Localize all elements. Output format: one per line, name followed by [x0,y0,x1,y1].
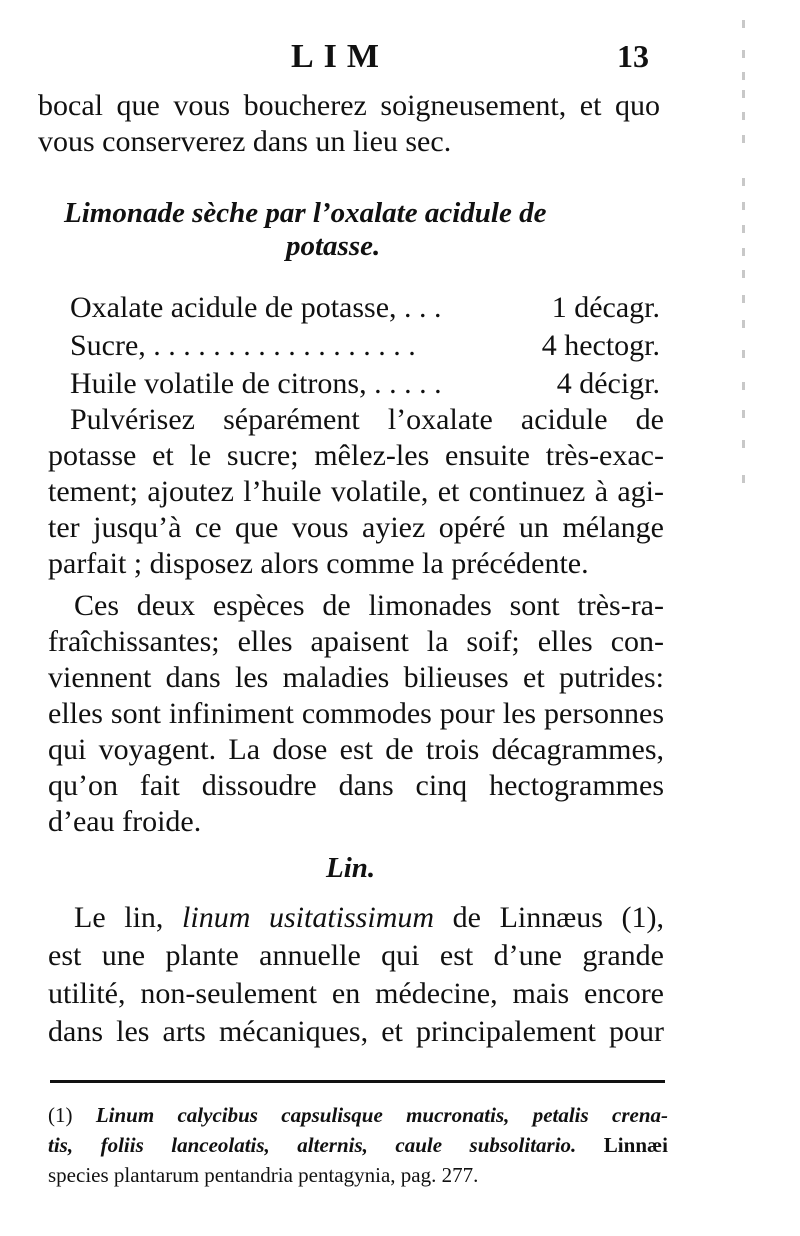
footnote-line [48,1102,668,1129]
page-header [0,38,800,82]
body-line: Ces deux espèces de limonades sont très-ra- [74,589,664,622]
text-run: de Linnæus (1), [434,901,665,934]
footnote-line: species plantarum pentandria pentagynia, pag. 277. [48,1163,479,1187]
section-heading: Limonade sèche par l’oxalate acidule de [64,197,547,229]
running-title: LIM [291,38,389,75]
recipe-ingredient: Huile volatile de citrons, . . . . . [70,367,442,400]
body-line: d’eau froide. [48,805,202,838]
body-line: bocal que vous boucherez soigneusement, et quo [38,89,660,122]
recipe-ingredient: Oxalate acidule de potasse, . . . [70,291,442,324]
body-line: Pulvérisez séparément l’oxalate acidule de [70,403,664,436]
page-number: 13 [617,38,649,74]
recipe-row [70,290,660,326]
body-line: ter jusqu’à ce que vous ayiez opéré un mélange [48,511,664,544]
body-line [74,900,664,936]
footnote-text: Linnæi [576,1133,668,1157]
body-line: potasse et le sucre; mêlez-les ensuite très-exac- [48,439,664,472]
body-line: vous conserverez dans un lieu sec. [38,125,452,158]
body-line: qu’on fait dissoudre dans cinq hectogrammes [48,769,664,802]
text-run: Le lin, [74,901,183,934]
footnote-text: tis, foliis lanceolatis, alternis, caule subsolitario. [48,1133,577,1157]
body-line: est une plante annuelle qui est d’une grande [48,939,664,972]
footnote-marker: (1) [48,1103,96,1127]
recipe-quantity: 4 décigr. [556,367,660,400]
body-line: elles sont infiniment commodes pour les personnes [48,697,664,730]
footnote-text: Linum calycibus capsulisque mucronatis, petalis crena- [95,1103,668,1127]
recipe-quantity: 4 hectogr. [541,329,660,362]
footnote-rule [50,1080,665,1083]
body-line: qui voyagent. La dose est de trois décagrammes, [48,733,664,766]
footnote-line [48,1132,668,1159]
body-line: viennent dans les maladies bilieuses et putrides: [48,661,664,694]
body-line: tement; ajoutez l’huile volatile, et continuez à agi- [48,475,664,508]
body-line: fraîchissantes; elles apaisent la soif; elles con- [48,625,664,658]
body-line: dans les arts mécaniques, et principalement pour [48,1015,664,1048]
body-line: parfait ; disposez alors comme la précédente. [48,547,589,580]
body-line: utilité, non-seulement en médecine, mais encore [48,977,664,1010]
section-heading: Lin. [326,852,376,884]
recipe-row [70,328,660,364]
latin-name: linum usitatissimum [182,901,435,934]
recipe-ingredient: Sucre, . . . . . . . . . . . . . . . . . . [70,329,416,362]
recipe-row [70,366,660,402]
section-heading: potasse. [286,230,381,262]
recipe-quantity: 1 décagr. [551,291,660,324]
bleed-through-marks [742,20,772,500]
